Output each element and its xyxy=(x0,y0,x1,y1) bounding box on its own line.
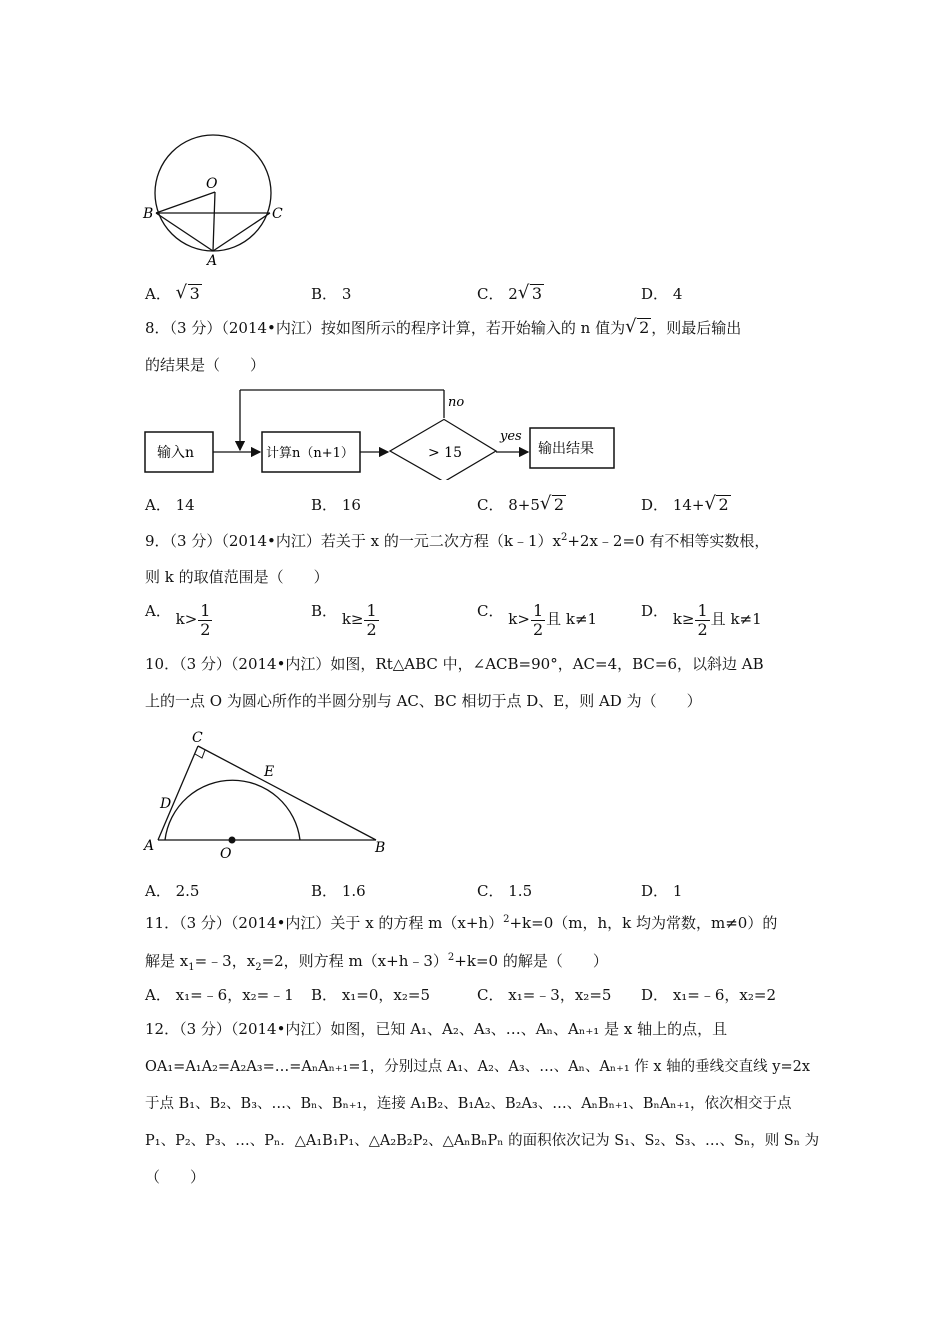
label-E: E xyxy=(264,764,275,780)
q9-option-a: A． k> $\frac{1}{2}$ xyxy=(145,600,211,639)
q9-option-d: D． k≥ $\frac{1}{2}$ 且 k≠1 xyxy=(641,600,762,639)
label-B: B xyxy=(375,840,386,856)
q10-triangle-figure xyxy=(140,728,390,863)
label-O: O xyxy=(220,846,232,862)
q11-option-b: B． x₁=0，x₂=5 xyxy=(311,986,430,1004)
q8-stem-line1: 8．（3 分）（2014•内江）按如图所示的程序计算，若开始输入的 n 值为 √ 2 ，则最后输出 xyxy=(145,316,742,337)
q12-stem-line4: P₁、P₂、P₃、…、Pₙ．△A₁B₁P₁、△A₂B₂P₂、△AₙBₙPₙ 的面积依次记为 S₁、S₂、S₃、…、Sₙ，则 Sₙ 为 xyxy=(145,1133,820,1149)
q7-option-a xyxy=(145,283,202,304)
radicand: 3 xyxy=(189,284,200,303)
q11-option-c: C． x₁=﹣3，x₂=5 xyxy=(477,986,612,1004)
q12-stem-line3: 于点 B₁、B₂、B₃、…、Bₙ、Bₙ₊₁，连接 A₁B₂、B₁A₂、B₂A₃、…、AₙBₙ₊₁、BₙAₙ₊₁，依次相交于点 xyxy=(145,1096,792,1112)
q8-option-a: A． 14 xyxy=(145,496,195,514)
sqrt-expr: √ 2 xyxy=(625,316,650,337)
q10-option-c: C． 1.5 xyxy=(477,882,533,900)
label-O: O xyxy=(206,176,218,192)
q11-option-d: D． x₁=﹣6，x₂=2 xyxy=(641,986,776,1004)
q11-option-a: A． x₁=﹣6，x₂=﹣1 xyxy=(145,986,294,1004)
q7-option-b xyxy=(311,283,351,304)
fraction: $\frac{1}{2}$ xyxy=(366,600,377,639)
segment-BO xyxy=(156,192,215,213)
q7-circle-figure xyxy=(140,125,290,270)
q9-option-b: B． k≥ $\frac{1}{2}$ xyxy=(311,600,377,639)
option-value: 3 xyxy=(341,285,352,303)
flow-yes-label: yes xyxy=(500,429,522,444)
center-point-O xyxy=(229,837,236,844)
q7-option-c xyxy=(477,283,544,304)
label-C: C xyxy=(192,730,203,746)
flow-input-label: 输入n xyxy=(157,445,195,461)
label-D: D xyxy=(160,796,172,812)
q8-option-c: C． 8+5 √ 2 xyxy=(477,493,565,514)
flow-condition-label: > 15 xyxy=(428,445,462,461)
q7-option-d xyxy=(641,283,682,304)
flow-compute-label: 计算n（n+1） xyxy=(266,446,354,461)
label-B: B xyxy=(143,206,154,222)
q9-stem-line1: 9．（3 分）（2014•内江）若关于 x 的一元二次方程$(k﹣1)x^2+2x﹣2=0$ 有不相等实数根， xyxy=(145,532,770,550)
fraction: $\frac{1}{2}$ xyxy=(697,600,708,639)
segment-CA xyxy=(213,213,270,251)
label-C: C xyxy=(272,206,283,222)
option-value: 4 xyxy=(672,285,683,303)
q10-stem-line2: 上的一点 O 为圆心所作的半圆分别与 AC、BC 相切于点 D、E，则 AD 为（ ） xyxy=(145,692,702,710)
q10-option-d: D． 1 xyxy=(641,882,683,900)
option-coef: 2 xyxy=(508,285,518,303)
q8-option-d: D． 14+ √ 2 xyxy=(641,493,729,514)
sqrt-expr: √ 2 xyxy=(704,493,729,514)
q9-stem-line2: 则 k 的取值范围是（ ） xyxy=(145,568,329,586)
q11-stem-line1: 11．（3 分）（2014•内江）关于 x 的方程 $m(x+h)^2+k=0(m$，h，k 均为常数，m≠0）的 xyxy=(145,914,778,932)
flow-no-label: no xyxy=(448,395,465,410)
segment-OA xyxy=(213,192,215,251)
q12-stem-line5: （ ） xyxy=(145,1168,206,1186)
sqrt-expr: √ 3 xyxy=(517,282,542,303)
q8-option-b: B． 16 xyxy=(311,496,361,514)
q10-stem-line1: 10．（3 分）（2014•内江）如图，Rt△ABC 中，∠ACB=90°，AC=4，BC=6，以斜边 AB xyxy=(145,655,764,673)
q8-stem-line2: 的结果是（ ） xyxy=(145,356,266,374)
sqrt-expr: √ 2 xyxy=(539,493,565,514)
side-CB xyxy=(198,746,376,840)
option-letter: B． xyxy=(311,285,338,303)
option-letter: D． xyxy=(641,285,669,303)
label-A: A xyxy=(144,838,155,854)
label-A: A xyxy=(207,253,218,269)
fraction: $\frac{1}{2}$ xyxy=(200,600,211,639)
option-letter: A． xyxy=(145,285,171,303)
option-letter: C． xyxy=(477,285,504,303)
segment-BA xyxy=(156,213,213,251)
q12-stem-line2: OA₁=A₁A₂=A₂A₃=…=AₙAₙ₊₁=1，分别过点 A₁、A₂、A₃、…、Aₙ、Aₙ₊₁ 作 x 轴的垂线交直线 y=2x xyxy=(145,1059,811,1075)
sqrt-expr: √ 3 xyxy=(175,282,200,303)
radicand: 3 xyxy=(531,284,542,303)
q10-option-b: B． 1.6 xyxy=(311,882,366,900)
fraction: $\frac{1}{2}$ xyxy=(532,600,544,639)
q10-option-a: A． 2.5 xyxy=(145,882,200,900)
flow-output-label: 输出结果 xyxy=(538,441,594,457)
q8-flowchart xyxy=(140,385,620,480)
q12-stem-line1: 12．（3 分）（2014•内江）如图，已知 A₁、A₂、A₃、…、Aₙ、Aₙ₊₁ 是 x 轴上的点，且 xyxy=(145,1020,728,1038)
q9-option-c: C． k> $\frac{1}{2}$ 且 k≠1 xyxy=(477,600,598,639)
right-angle-mark xyxy=(195,750,205,758)
q11-stem-line2: 解是 $x_1=﹣3$，$x_2=2$，则方程 m（x+h﹣3）$^2$+k=0 的解是（ ） xyxy=(145,952,608,973)
